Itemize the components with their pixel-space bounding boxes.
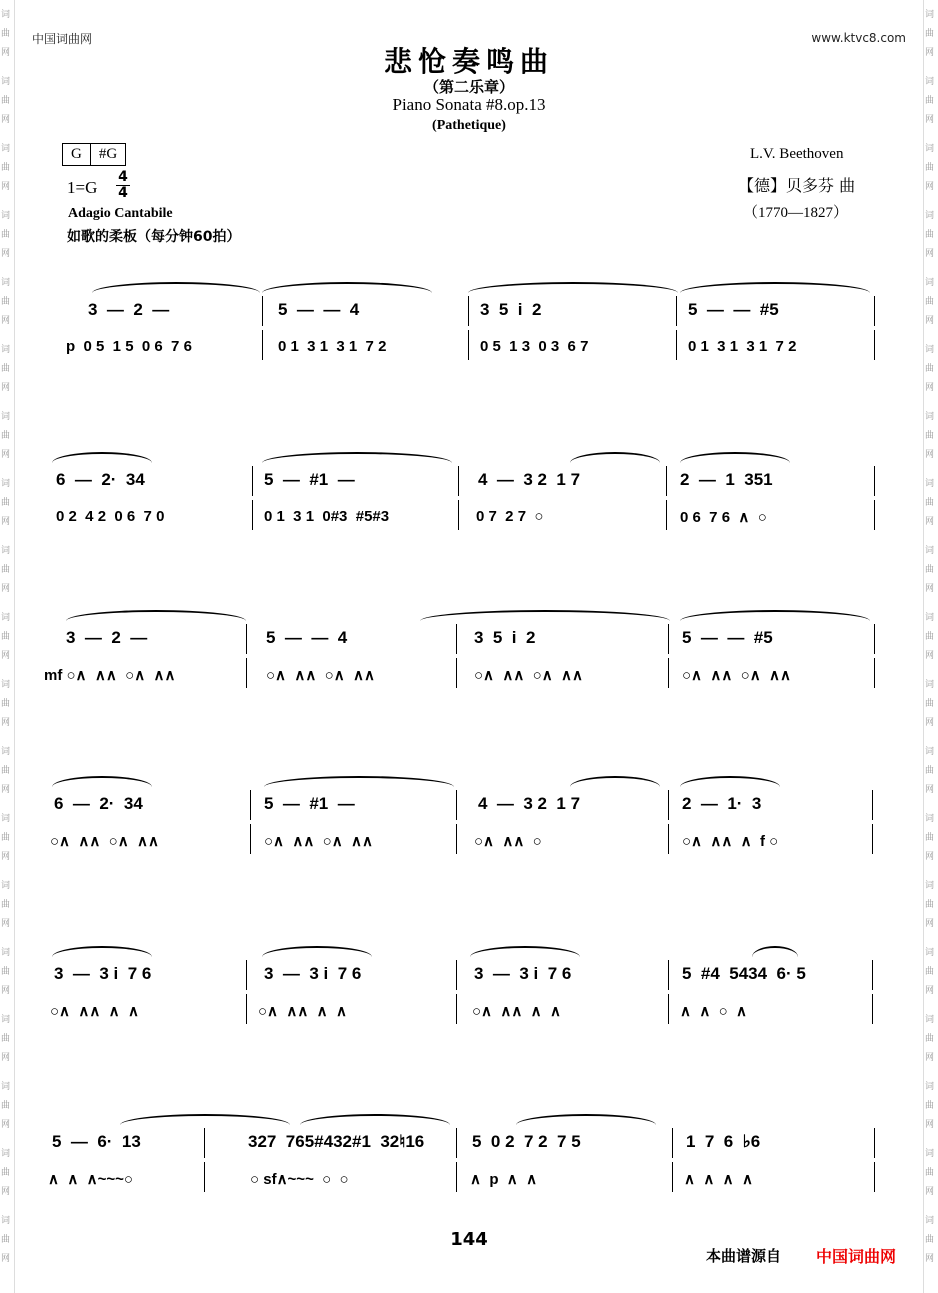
bar-line <box>252 466 253 496</box>
melody-measure: 5 0 2 7 2 7 5 <box>472 1132 581 1151</box>
slur-mark <box>680 610 870 632</box>
bar-line <box>874 466 875 496</box>
melody-measure: 6 — 2· 34 <box>54 794 143 813</box>
bar-line <box>456 1128 457 1158</box>
accompaniment-measure: 0 2 4 2 0 6 7 0 <box>56 508 165 525</box>
accompaniment-measure: ∧ ∧ ∧~~~○ <box>48 1171 133 1188</box>
bar-line <box>456 658 457 688</box>
key-box <box>62 143 126 166</box>
composer-name-cn: 【德】贝多芬 曲 <box>738 176 856 195</box>
accompaniment-measure: 0 7 2 7 ○ <box>476 508 544 525</box>
melody-measure: 6 — 2· 34 <box>56 470 145 489</box>
melody-measure: 327 765#432#1 32♮16 <box>248 1132 425 1151</box>
bar-line <box>456 790 457 820</box>
melody-measure: 5 — — #5 <box>688 300 779 319</box>
bar-line <box>872 824 873 854</box>
slur-mark <box>52 452 152 474</box>
bar-line <box>874 624 875 654</box>
accompaniment-measure: ○∧ ∧∧ ∧ ∧ <box>50 1003 139 1020</box>
bar-line <box>262 330 263 360</box>
accompaniment-measure: ∧ ∧ ○ ∧ <box>680 1003 748 1020</box>
slur-mark <box>120 1114 290 1136</box>
accompaniment-measure: ○∧ ∧∧ ∧ ∧ <box>472 1003 561 1020</box>
slur-mark <box>680 452 790 474</box>
accompaniment-measure: ∧ p ∧ ∧ <box>470 1171 538 1188</box>
accompaniment-measure: ○∧ ∧∧ ○∧ ∧∧ <box>474 667 583 684</box>
bar-line <box>668 824 669 854</box>
bar-line <box>668 790 669 820</box>
accompaniment-measure: ○∧ ∧∧ ∧ ∧ <box>258 1003 347 1020</box>
melody-measure: 5 #4 5434 6· 5 <box>682 964 806 983</box>
accompaniment-measure: p 0 5 1 5 0 6 7 6 <box>66 338 192 355</box>
bar-line <box>668 658 669 688</box>
bar-line <box>874 1162 875 1192</box>
bar-line <box>468 330 469 360</box>
score-row <box>0 286 938 366</box>
bar-line <box>672 1128 673 1158</box>
footer-brand: 中国词曲网 <box>816 1247 897 1266</box>
accompaniment-measure: ○∧ ∧∧ ○∧ ∧∧ <box>264 833 373 850</box>
accompaniment-measure: 0 1 3 1 0#3 #5#3 <box>264 508 390 525</box>
key-box-sharp-g: #G <box>90 144 125 165</box>
bar-line <box>246 960 247 990</box>
site-name-left: 中国词曲网 <box>32 32 93 46</box>
bar-line <box>872 994 873 1024</box>
bar-line <box>250 790 251 820</box>
score-title: 悲怆奏鸣曲 <box>383 45 554 78</box>
bar-line <box>252 500 253 530</box>
melody-measure: 3 5 i 2 <box>480 300 542 319</box>
accompaniment-measure: ○∧ ∧∧ ○∧ ∧∧ <box>266 667 375 684</box>
bar-line <box>204 1162 205 1192</box>
bar-line <box>672 1162 673 1192</box>
melody-measure: 5 — 6· 13 <box>52 1132 141 1151</box>
accompaniment-measure: 0 1 3 1 3 1 7 2 <box>278 338 387 355</box>
score-row <box>0 1118 938 1198</box>
bar-line <box>250 824 251 854</box>
melody-measure: 5 — #1 — <box>264 470 355 489</box>
melody-measure: 3 — 2 — <box>88 300 170 319</box>
site-url-right: www.ktvc8.com <box>811 31 906 45</box>
score-row <box>0 950 938 1030</box>
slur-mark <box>262 282 432 304</box>
accompaniment-measure: ○∧ ∧∧ ○∧ ∧∧ <box>50 833 159 850</box>
bar-line <box>458 466 459 496</box>
bar-line <box>872 960 873 990</box>
time-signature-top: 4 <box>118 169 128 185</box>
accompaniment-measure: ○∧ ∧∧ ∧ f ○ <box>682 833 779 850</box>
right-margin-watermark: 词 曲 网 词 曲 网 词 曲 网 词 曲 网 词 曲 网 词 曲 网 词 曲 网 词 曲 网 词 曲 网 词 曲 网 词 曲 网 词 曲 网 词 曲 网 词 曲 网 词 曲 网 词 曲 网 词 曲 网 词 曲 网 词 曲 网 <box>923 0 938 1293</box>
melody-measure: 4 — 3 2 1 7 <box>478 470 581 489</box>
accompaniment-measure: ○∧ ∧∧ ○∧ ∧∧ <box>682 667 791 684</box>
slur-mark <box>52 946 152 968</box>
melody-measure: 1 7 6 ♭6 <box>686 1132 761 1151</box>
melody-measure: 3 — 2 — <box>66 628 148 647</box>
bar-line <box>872 790 873 820</box>
accompaniment-measure: 0 6 7 6 ∧ ○ <box>680 509 767 526</box>
slur-mark <box>752 946 798 968</box>
footer-source-label: 本曲谱源自 <box>706 1247 782 1265</box>
bar-line <box>874 296 875 326</box>
slur-mark <box>66 610 246 632</box>
accompaniment-measure: ∧ ∧ ∧ ∧ <box>684 1171 753 1188</box>
bar-line <box>666 500 667 530</box>
bar-line <box>668 994 669 1024</box>
bar-line <box>668 960 669 990</box>
slur-mark <box>570 452 660 474</box>
score-row <box>0 456 938 536</box>
composer-lifespan: （1770—1827） <box>743 205 849 221</box>
melody-measure: 5 — — #5 <box>682 628 773 647</box>
melody-measure: 3 — 3 i 7 6 <box>264 964 362 983</box>
bar-line <box>246 658 247 688</box>
accompaniment-measure: 0 1 3 1 3 1 7 2 <box>688 338 797 355</box>
bar-line <box>666 466 667 496</box>
melody-measure: 2 — 1· 3 <box>682 794 762 813</box>
left-margin-watermark: 词 曲 网 词 曲 网 词 曲 网 词 曲 网 词 曲 网 词 曲 网 词 曲 网 词 曲 网 词 曲 网 词 曲 网 词 曲 网 词 曲 网 词 曲 网 词 曲 网 词 曲 网 词 曲 网 词 曲 网 词 曲 网 词 曲 网 <box>0 0 15 1293</box>
melody-measure: 5 — — 4 <box>278 300 360 319</box>
melody-measure: 2 — 1 351 <box>680 470 773 489</box>
accompaniment-measure: ○ sf∧~~~ ○ ○ <box>250 1171 349 1188</box>
slur-mark <box>570 776 660 798</box>
time-signature-bottom: 4 <box>118 185 128 201</box>
melody-measure: 5 — #1 — <box>264 794 355 813</box>
tempo-marking-cn: 如歌的柔板（每分钟60拍） <box>67 229 241 245</box>
tempo-marking: Adagio Cantabile <box>68 206 173 221</box>
bar-line <box>874 500 875 530</box>
bar-line <box>676 330 677 360</box>
key-box-g: G <box>71 146 82 162</box>
slur-mark <box>516 1114 656 1136</box>
bar-line <box>874 330 875 360</box>
slur-mark <box>52 776 152 798</box>
page-number: 144 <box>450 1229 488 1250</box>
melody-measure: 3 5 i 2 <box>474 628 536 647</box>
accompaniment-measure: ○∧ ∧∧ ○ <box>474 833 542 850</box>
slur-mark <box>262 946 372 968</box>
bar-line <box>456 1162 457 1192</box>
key-signature: 1=G <box>67 178 98 197</box>
slur-mark <box>468 282 678 304</box>
score-row <box>0 780 938 860</box>
bar-line <box>456 824 457 854</box>
bar-line <box>874 658 875 688</box>
score-row <box>0 614 938 694</box>
bar-line <box>456 960 457 990</box>
melody-measure: 3 — 3 i 7 6 <box>54 964 152 983</box>
slur-mark <box>92 282 260 304</box>
melody-measure: 3 — 3 i 7 6 <box>474 964 572 983</box>
movement-label: （第二乐章） <box>423 78 514 96</box>
slur-mark <box>680 282 870 304</box>
slur-mark <box>680 776 780 798</box>
slur-mark <box>420 610 670 632</box>
melody-measure: 4 — 3 2 1 7 <box>478 794 581 813</box>
bar-line <box>456 994 457 1024</box>
score-subtitle-nickname: (Pathetique) <box>432 118 506 133</box>
accompaniment-measure: 0 5 1 3 0 3 6 7 <box>480 338 589 355</box>
bar-line <box>458 500 459 530</box>
slur-mark <box>300 1114 450 1136</box>
score-subtitle: Piano Sonata #8.op.13 <box>392 95 546 114</box>
melody-measure: 5 — — 4 <box>266 628 348 647</box>
bar-line <box>874 1128 875 1158</box>
slur-mark <box>470 946 580 968</box>
slur-mark <box>264 776 454 798</box>
composer-name: L.V. Beethoven <box>750 146 844 162</box>
slur-mark <box>262 452 452 474</box>
time-signature <box>116 171 130 200</box>
accompaniment-measure: mf ○∧ ∧∧ ○∧ ∧∧ <box>44 667 176 684</box>
bar-line <box>246 994 247 1024</box>
bar-line <box>246 624 247 654</box>
